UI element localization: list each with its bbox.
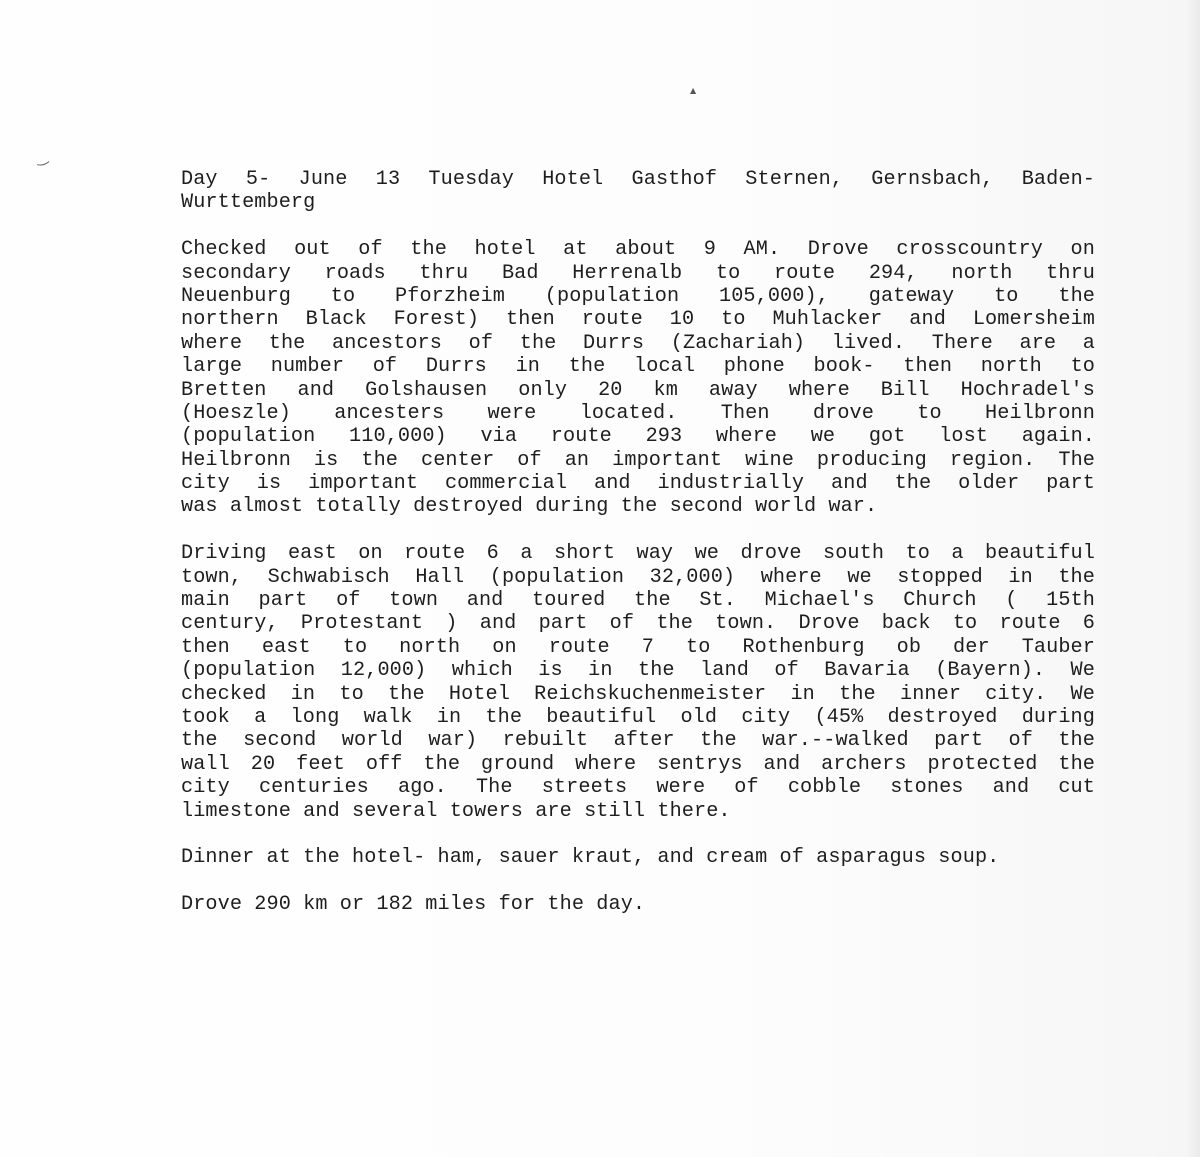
text-line: Heilbronn is the center of an important wine producing region. The <box>181 448 1095 472</box>
text-line: northern Black Forest) then route 10 to Muhlacker and Lomersheim <box>181 308 1095 332</box>
text-line: Neuenburg to Pforzheim (population 105,000), gateway to the <box>181 284 1095 308</box>
text-line: limestone and several towers are still there. <box>181 799 731 823</box>
text-line: (population 110,000) via route 293 where we got lost again. <box>181 425 1095 449</box>
scan-speck: ‿ <box>34 148 50 168</box>
text-line: Driving east on route 6 a short way we drove south to a beautiful <box>181 542 1095 566</box>
entry-heading <box>181 168 1095 215</box>
text-line: (Hoeszle) ancesters were located. Then drove to Heilbronn <box>181 401 1095 425</box>
paragraph-1 <box>181 238 1095 519</box>
text-line: where the ancestors of the Durrs (Zachariah) lived. There are a <box>181 331 1095 355</box>
text-line: was almost totally destroyed during the second world war. <box>181 495 878 519</box>
text-line: (population 12,000) which is in the land of Bavaria (Bayern). We <box>181 659 1095 683</box>
text-line: century, Protestant ) and part of the town. Drove back to route 6 <box>181 612 1095 636</box>
text-line: took a long walk in the beautiful old city (45% destroyed during <box>181 705 1095 729</box>
text-line: large number of Durrs in the local phone book- then north to <box>181 355 1095 379</box>
paragraph-3 <box>181 846 1095 869</box>
heading-line: Wurttemberg <box>181 191 316 215</box>
text-line: checked in to the Hotel Reichskuchenmeister in the inner city. We <box>181 682 1095 706</box>
text-line: Dinner at the hotel- ham, sauer kraut, and cream of asparagus soup. <box>181 846 1000 870</box>
text-line: wall 20 feet off the ground where sentrys and archers protected the <box>181 752 1095 776</box>
heading-line: Day 5- June 13 Tuesday Hotel Gasthof Sternen, Gernsbach, Baden- <box>181 168 1095 191</box>
text-line: secondary roads thru Bad Herrenalb to route 294, north thru <box>181 261 1095 285</box>
text-line: city centuries ago. The streets were of cobble stones and cut <box>181 776 1095 800</box>
text-line: Bretten and Golshausen only 20 km away where Bill Hochradel's <box>181 378 1095 402</box>
scan-speck: ▲ <box>690 86 697 95</box>
text-line: town, Schwabisch Hall (population 32,000) where we stopped in the <box>181 565 1095 589</box>
text-line: the second world war) rebuilt after the war.--walked part of the <box>181 729 1095 753</box>
text-line: city is important commercial and industrially and the older part <box>181 472 1095 496</box>
text-line: main part of town and toured the St. Michael's Church ( 15th <box>181 589 1095 613</box>
text-line: Drove 290 km or 182 miles for the day. <box>181 893 646 917</box>
document-body <box>181 168 1095 940</box>
paragraph-2 <box>181 542 1095 823</box>
page-edge-shadow <box>1186 0 1200 1157</box>
text-line: then east to north on route 7 to Rothenburg ob der Tauber <box>181 635 1095 659</box>
text-line: Checked out of the hotel at about 9 AM. Drove crosscountry on <box>181 238 1095 262</box>
paragraph-4 <box>181 893 1095 916</box>
